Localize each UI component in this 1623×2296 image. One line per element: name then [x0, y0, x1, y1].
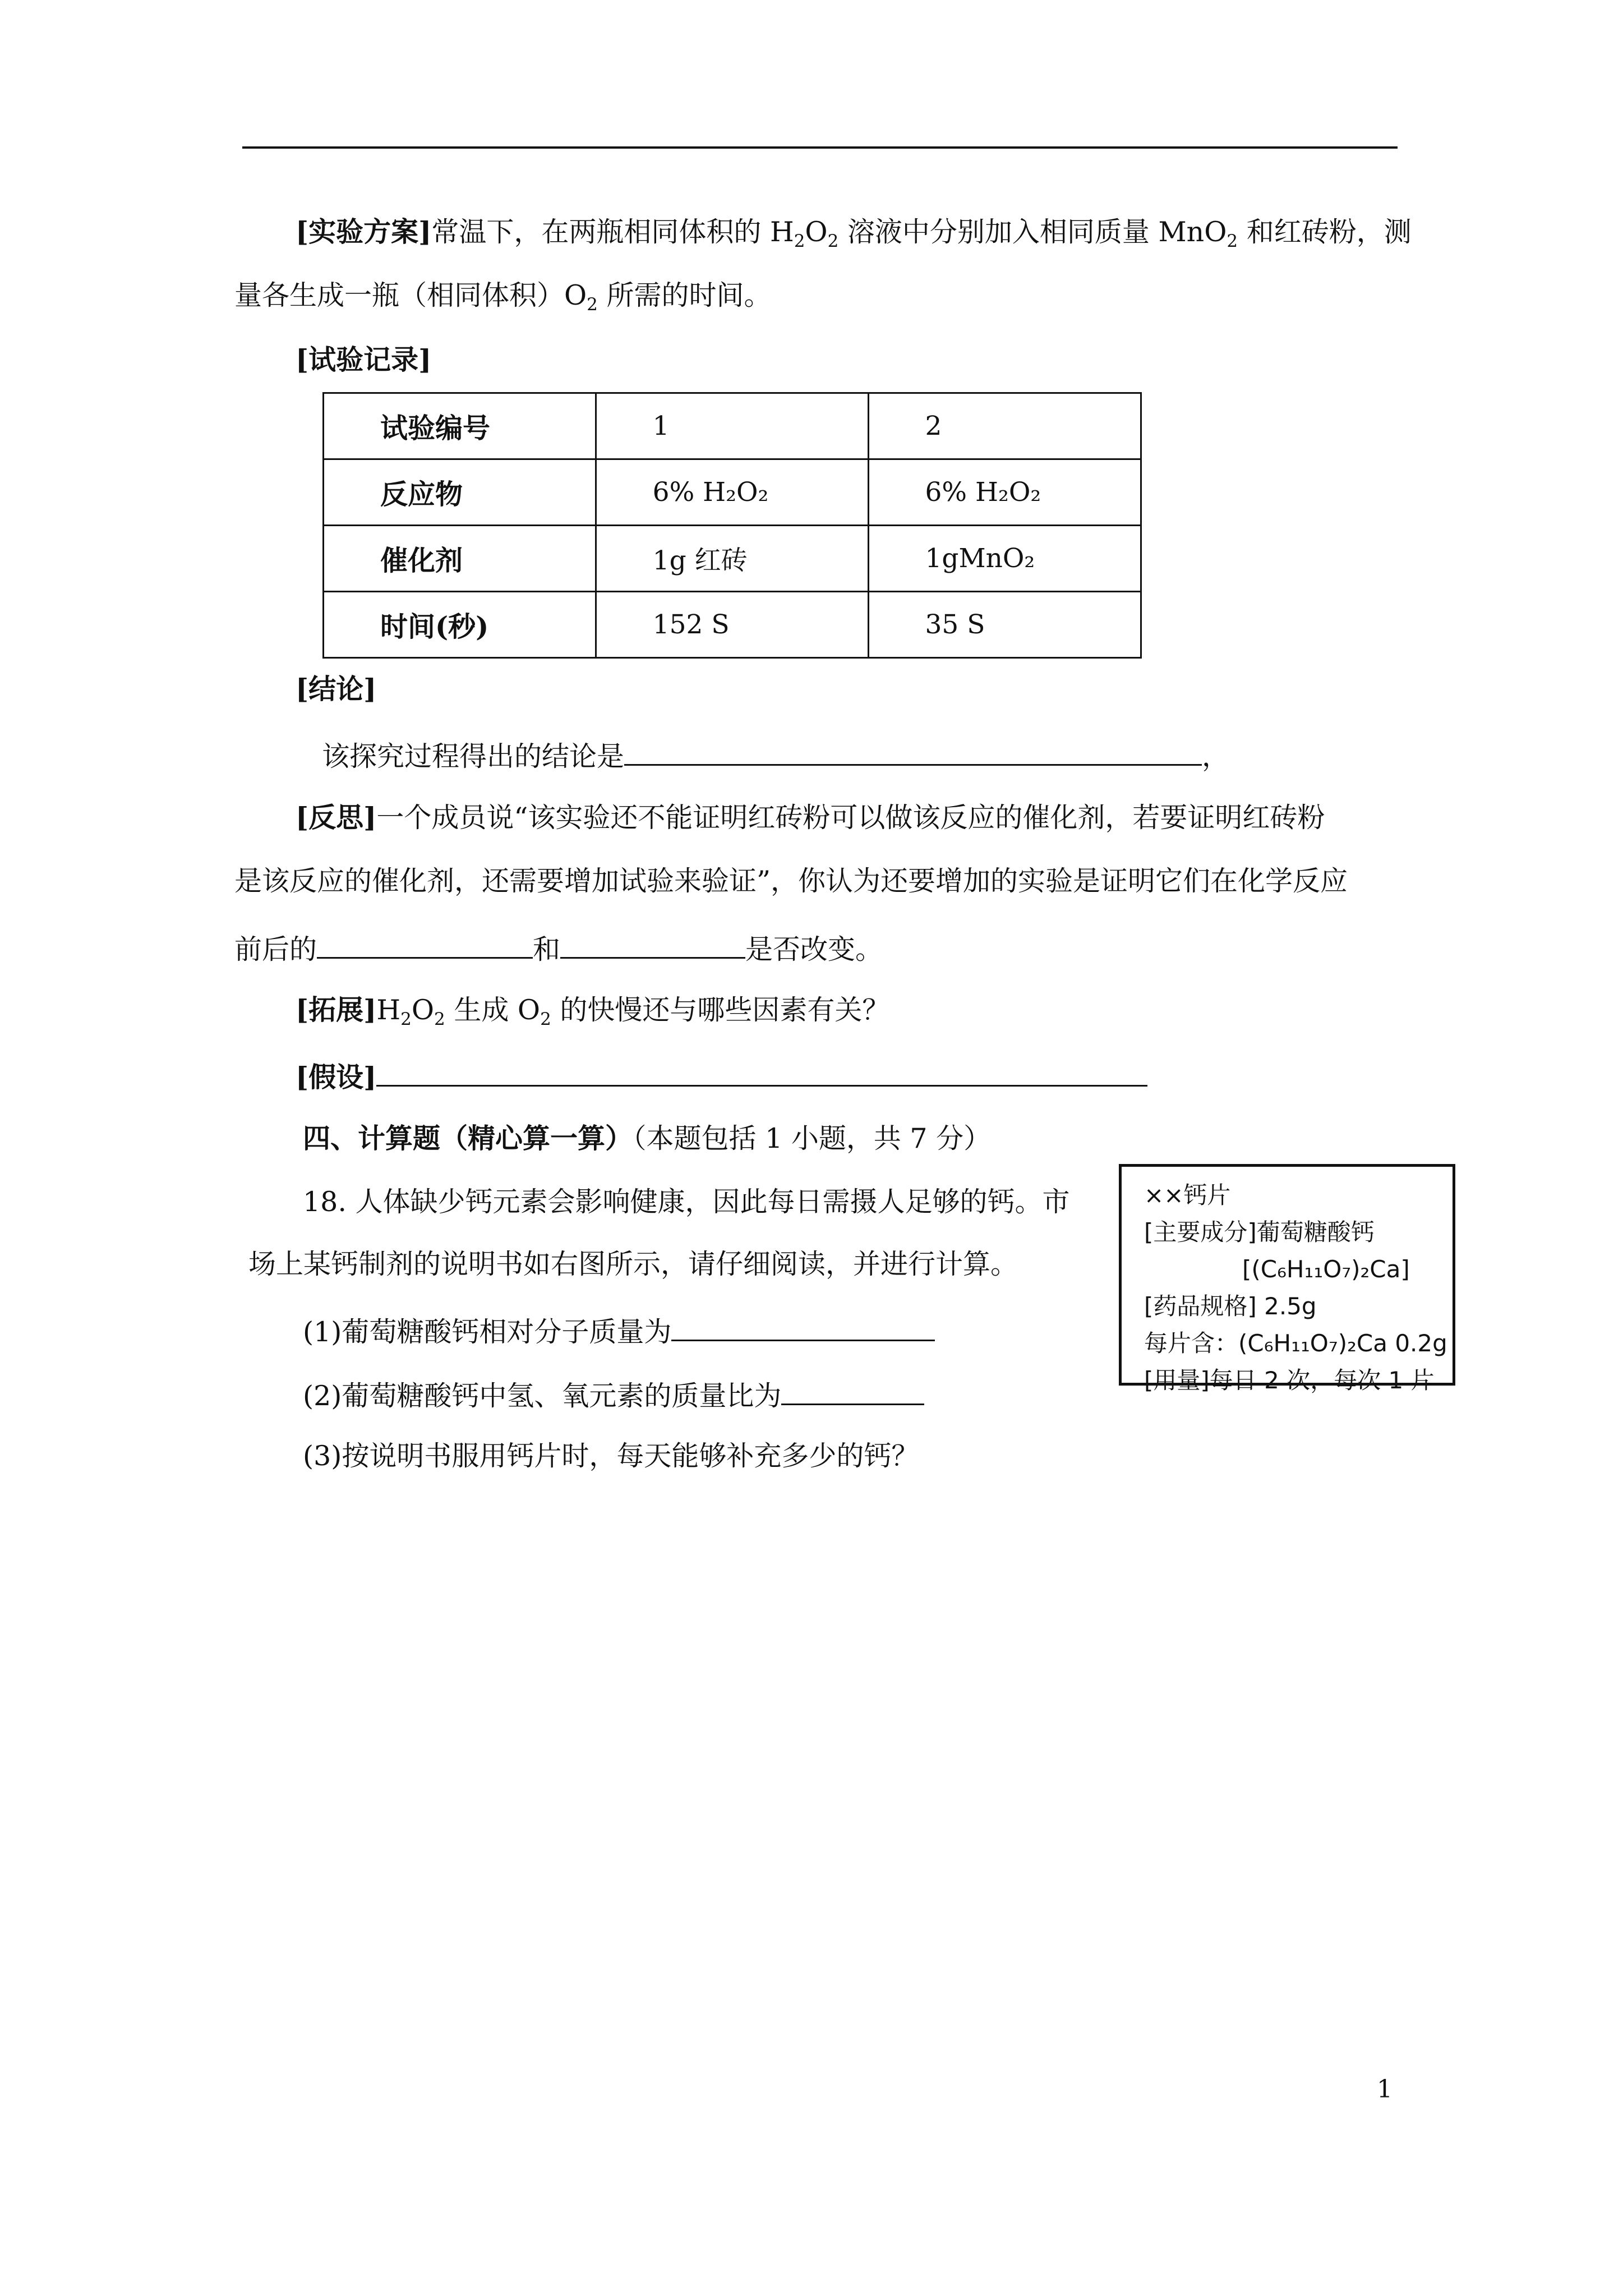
table-cell: 152 S	[596, 592, 868, 658]
q18-part-2: (2)葡萄糖酸钙中氢、氧元素的质量比为	[303, 1375, 924, 1413]
table-head-cell: 试验编号	[324, 393, 596, 459]
record-title: [试验记录]	[296, 343, 432, 376]
reflect-line-2: 是该反应的催化剂，还需要增加试验来验证”，你认为还要增加的实验是证明它们在化学反应	[234, 865, 1348, 897]
table-head-cell: 时间(秒)	[324, 592, 596, 658]
plan-line-1: [实验方案]常温下，在两瓶相同体积的 $H_2O_2$ 溶液中分别加入相同质量 MnO$_2$ 和红砖粉，测	[296, 215, 1412, 251]
label-line: [药品规格] 2.5g	[1144, 1292, 1317, 1320]
table-cell: 1g 红砖	[596, 526, 868, 592]
q18-line-2: 场上某钙制剂的说明书如右图所示，请仔细阅读，并进行计算。	[248, 1248, 1018, 1280]
table-cell: 1	[596, 393, 868, 459]
extend-line: [拓展]$H_2O_2$ 生成 $O_2$ 的快慢还与哪些因素有关？	[296, 993, 890, 1029]
reflect-line-3: 前后的 和 是否改变。	[234, 929, 883, 967]
table-row	[324, 592, 1141, 658]
q18-part-3: (3)按说明书服用钙片时，每天能够补充多少的钙？	[303, 1440, 919, 1472]
table-row	[324, 459, 1141, 526]
header-rule	[242, 146, 1398, 149]
hypothesis-blank[interactable]	[376, 1057, 1147, 1087]
record-table	[322, 392, 1142, 659]
conclusion-line: 该探究过程得出的结论是 ，	[322, 736, 1229, 774]
label-line: ××钙片	[1144, 1181, 1231, 1209]
conclusion-blank[interactable]	[624, 736, 1202, 766]
reflect-blank-2[interactable]	[560, 929, 745, 959]
table-cell: 2	[868, 393, 1141, 459]
label-line: 每片含：(C₆H₁₁O₇)₂Ca 0.2g	[1144, 1329, 1447, 1357]
table-cell: 1gMnO₂	[868, 526, 1141, 592]
table-row	[324, 526, 1141, 592]
reflect-line-1: [反思]一个成员说“该实验还不能证明红砖粉可以做该反应的催化剂，若要证明红砖粉	[296, 801, 1325, 834]
conclusion-title: [结论]	[296, 673, 377, 705]
table-row	[324, 393, 1141, 459]
table-head-cell: 反应物	[324, 459, 596, 526]
table-cell: 6% H₂O₂	[596, 459, 868, 526]
reflect-blank-1[interactable]	[317, 929, 533, 959]
plan-line-2: 量各生成一瓶（相同体积）$O_2$ 所需的时间。	[234, 279, 772, 315]
calcium-label-box	[1119, 1164, 1455, 1394]
table-cell: 6% H₂O₂	[868, 459, 1141, 526]
table-cell: 35 S	[868, 592, 1141, 658]
q18-part-1: (1)葡萄糖酸钙相对分子质量为	[303, 1312, 935, 1349]
q18-blank-2[interactable]	[781, 1375, 924, 1405]
plan-tag: [实验方案]	[296, 215, 432, 248]
table-head-cell: 催化剂	[324, 526, 596, 592]
label-line: [用量]每日 2 次，每次 1 片	[1144, 1366, 1435, 1394]
page-number: 1	[1377, 2075, 1393, 2104]
q18-line-1: 18. 人体缺少钙元素会影响健康，因此每日需摄人足够的钙。市	[303, 1186, 1070, 1218]
q18-blank-1[interactable]	[671, 1312, 935, 1341]
hypothesis-line: [假设]	[296, 1057, 1147, 1094]
label-line: [主要成分]葡萄糖酸钙	[1144, 1218, 1375, 1246]
label-line: [(C₆H₁₁O₇)₂Ca]	[1242, 1255, 1410, 1283]
section-4-title: 四、计算题（精心算一算）（本题包括 1 小题，共 7 分）	[303, 1122, 992, 1154]
